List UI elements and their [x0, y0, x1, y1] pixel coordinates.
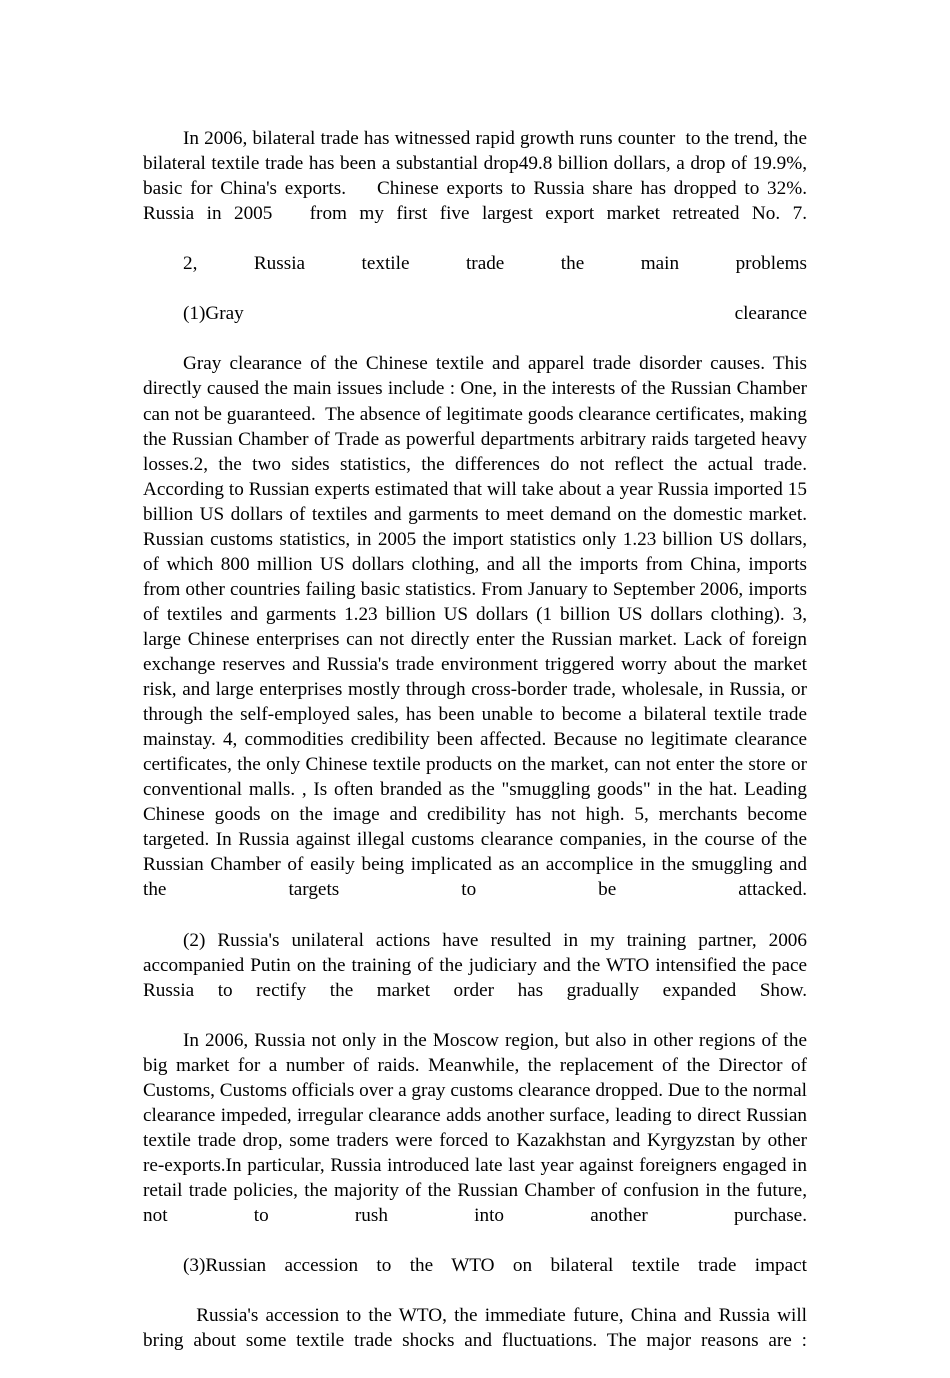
paragraph-moscow-raids: In 2006, Russia not only in the Moscow region, but also in other regions of the big market for a number of raids. Meanwhile, the replacement of the Director of Customs, Customs officials over a gray customs clearance dropped. Due to the normal clearance impeded, irregular clearance adds another surface, leading to direct Russian textile trade drop, some traders were forced to Kazakhstan and Kyrgyzstan by other re-exports.In particular, Russia introduced late last year against foreigners engaged in retail trade policies, the majority of the Russian Chamber of confusion in the future, not to rush into another purchase.: [143, 1029, 812, 1227]
paragraph-heading-wto-impact: (3)Russian accession to the WTO on bilateral textile trade impact: [183, 1255, 807, 1277]
paragraph-wto-accession-body: Russia's accession to the WTO, the immediate future, China and Russia will bring about some textile trade shocks and fluctuations. The major reasons are :: [143, 1305, 812, 1352]
paragraph-heading-main-problems: 2, Russia textile trade the main problems: [183, 253, 807, 275]
document-text-column: [143, 126, 812, 1378]
paragraph-trade-growth-2006: In 2006, bilateral trade has witnessed rapid growth runs counter to the trend, the bilateral textile trade has been a substantial drop49.8 billion dollars, a drop of 19.9%, basic for China's exports. Chinese exports to Russia share has dropped to 32%. Russia in 2005 from my first five largest export market retreated No. 7.: [143, 128, 812, 225]
paragraph-heading-gray-clearance: (1)Gray clearance: [183, 303, 807, 325]
paragraph-gray-clearance-body: Gray clearance of the Chinese textile and apparel trade disorder causes. This directly caused the main issues include : One, in the interests of the Russian Chamber can not be guaranteed. The absence of legitimate goods clearance certificates, making the Russian Chamber of Trade as powerful departments arbitrary raids targeted heavy losses.2, the two sides statistics, the differences do not reflect the actual trade. According to Russian experts estimated that will take about a year Russia imported 15 billion US dollars of textiles and garments to meet demand on the domestic market. Russian customs statistics, in 2005 the import statistics only 1.23 billion US dollars, of which 800 million US dollars clothing, and all the imports from China, imports from other countries failing basic statistics. From January to September 2006, imports of textiles and garments 1.23 billion US dollars (1 billion US dollars clothing). 3, large Chinese enterprises can not directly enter the Russian market. Lack of foreign exchange reserves and Russia's trade environment triggered worry about the market risk, and large enterprises mostly through cross-border trade, wholesale, in Russia, or through the self-employed sales, has been unable to become a bilateral textile trade mainstay. 4, commodities credibility been affected. Because no legitimate clearance certificates, the only Chinese textile products on the market, can not enter the store or conventional malls. , Is often branded as the "smuggling goods" in the hat. Leading Chinese goods on the image and credibility has not high. 5, merchants become targeted. In Russia against illegal customs clearance companies, in the course of the Russian Chamber of easily being implicated as an accomplice in the smuggling and the targets to be attacked.: [143, 353, 812, 901]
paragraph-unilateral-actions: (2) Russia's unilateral actions have resulted in my training partner, 2006 accompanied Putin on the training of the judiciary and the WTO intensified the pace Russia to rectify the market order has gradually expanded Show.: [143, 929, 812, 1001]
